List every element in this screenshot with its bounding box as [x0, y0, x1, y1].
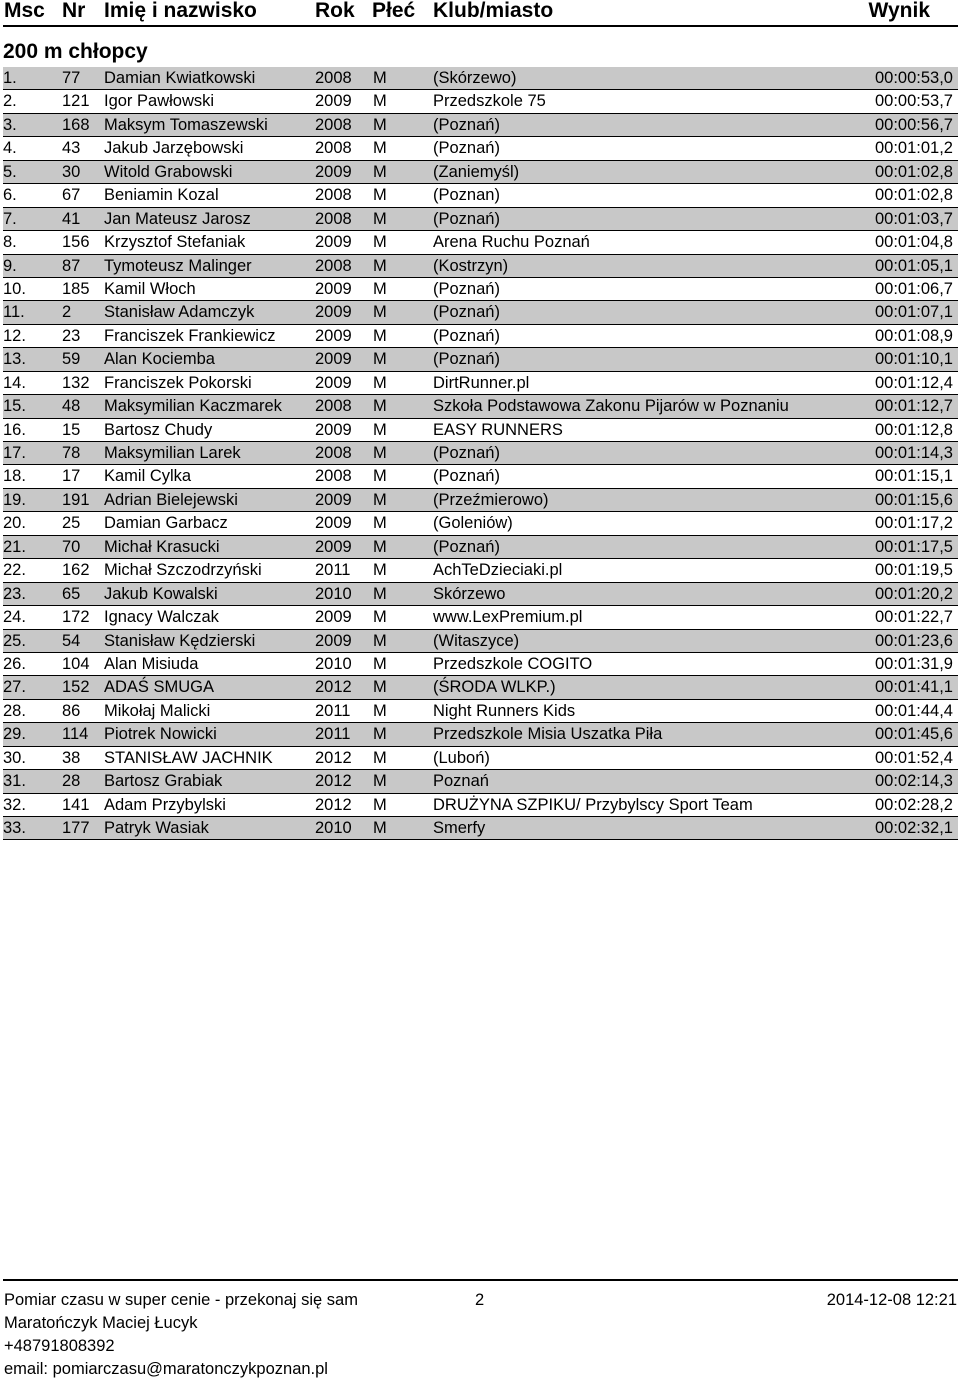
- footer-slogan: Pomiar czasu w super cenie - przekonaj się sam: [4, 1291, 358, 1309]
- section-title: 200 m chłopcy: [3, 40, 148, 63]
- cell-sex: M: [373, 186, 387, 205]
- table-row: [3, 442, 958, 465]
- cell-place: 26.: [3, 654, 26, 673]
- header-sex: Płeć: [372, 0, 416, 22]
- table-row: [3, 395, 958, 418]
- cell-place: 21.: [3, 537, 26, 556]
- cell-place: 17.: [3, 444, 26, 462]
- header-name: Imię i nazwisko: [104, 0, 257, 22]
- cell-bib: 86: [62, 701, 81, 720]
- cell-club: (Poznań): [433, 326, 500, 345]
- cell-place: 27.: [3, 678, 26, 697]
- page-number: 2: [475, 1291, 485, 1309]
- cell-name: Witold Grabowski: [104, 162, 233, 181]
- table-row: [3, 184, 958, 207]
- footer-phone: +48791808392: [4, 1337, 115, 1355]
- cell-name: Maksym Tomaszewski: [104, 115, 268, 134]
- cell-name: Jakub Kowalski: [104, 584, 218, 603]
- cell-sex: M: [373, 514, 387, 533]
- cell-place: 7.: [3, 209, 17, 228]
- cell-name: Michał Krasucki: [104, 537, 220, 556]
- cell-bib: 41: [62, 209, 81, 228]
- table-row: [3, 559, 958, 582]
- cell-year: 2009: [315, 92, 352, 111]
- cell-place: 3.: [3, 115, 17, 134]
- cell-name: STANISŁAW JACHNIK: [104, 748, 273, 767]
- cell-club: DirtRunner.pl: [433, 373, 530, 392]
- cell-name: Maksymilian Larek: [104, 444, 241, 462]
- cell-club: (Poznan): [433, 186, 500, 205]
- cell-club: www.LexPremium.pl: [433, 608, 583, 627]
- cell-place: 6.: [3, 186, 17, 205]
- cell-sex: M: [373, 233, 387, 252]
- cell-club: (Kostrzyn): [433, 256, 509, 275]
- header-year: Rok: [315, 0, 355, 22]
- cell-time: 00:01:12,8: [875, 420, 953, 439]
- cell-year: 2012: [315, 748, 352, 767]
- cell-bib: 191: [62, 490, 90, 509]
- table-row: [3, 161, 958, 184]
- table-row: [3, 278, 958, 301]
- cell-name: Stanisław Adamczyk: [104, 303, 255, 322]
- cell-place: 1.: [3, 69, 17, 87]
- table-header: [0, 0, 960, 24]
- cell-time: 00:01:44,4: [875, 701, 953, 720]
- footer-email: email: pomiarczasu@maratonczykpoznan.pl: [4, 1360, 328, 1378]
- table-row: [3, 606, 958, 629]
- cell-place: 18.: [3, 467, 26, 486]
- cell-sex: M: [373, 162, 387, 181]
- cell-sex: M: [373, 490, 387, 509]
- cell-name: Bartosz Grabiak: [104, 772, 223, 791]
- cell-bib: 67: [62, 186, 81, 205]
- table-row: [3, 676, 958, 699]
- cell-time: 00:01:22,7: [875, 608, 953, 627]
- cell-sex: M: [373, 279, 387, 298]
- cell-name: Krzysztof Stefaniak: [104, 233, 246, 252]
- table-row: [3, 208, 958, 231]
- cell-place: 33.: [3, 819, 26, 837]
- cell-club: (Poznań): [433, 209, 500, 228]
- cell-time: 00:01:01,2: [875, 139, 953, 158]
- cell-place: 23.: [3, 584, 26, 603]
- cell-year: 2008: [315, 69, 352, 87]
- cell-club: (Poznań): [433, 467, 500, 486]
- cell-time: 00:00:56,7: [875, 115, 953, 134]
- cell-bib: 17: [62, 467, 81, 486]
- cell-place: 28.: [3, 701, 26, 720]
- cell-place: 22.: [3, 561, 26, 580]
- cell-name: Alan Misiuda: [104, 654, 199, 673]
- table-row: [3, 700, 958, 723]
- cell-time: 00:01:45,6: [875, 725, 953, 744]
- cell-name: Adam Przybylski: [104, 795, 226, 814]
- cell-place: 16.: [3, 420, 26, 439]
- cell-bib: 132: [62, 373, 90, 392]
- cell-club: (Goleniów): [433, 514, 513, 533]
- cell-time: 00:01:12,4: [875, 373, 953, 392]
- cell-time: 00:01:07,1: [875, 303, 953, 322]
- cell-name: Tymoteusz Malinger: [104, 256, 252, 275]
- cell-name: Michał Szczodrzyński: [104, 561, 262, 580]
- cell-club: Przedszkole COGITO: [433, 654, 593, 673]
- cell-club: (Zaniemyśl): [433, 162, 520, 181]
- cell-time: 00:01:08,9: [875, 326, 953, 345]
- cell-year: 2008: [315, 444, 352, 462]
- print-datetime: 2014-12-08 12:21: [826, 1291, 957, 1309]
- cell-place: 8.: [3, 233, 17, 252]
- table-row: [3, 747, 958, 770]
- cell-year: 2008: [315, 186, 352, 205]
- results-table: [3, 67, 958, 840]
- cell-place: 15.: [3, 397, 26, 416]
- cell-club: Przedszkole 75: [433, 92, 546, 111]
- cell-year: 2010: [315, 654, 352, 673]
- cell-sex: M: [373, 444, 387, 462]
- cell-bib: 156: [62, 233, 90, 252]
- cell-time: 00:01:10,1: [875, 350, 953, 369]
- table-row: [3, 583, 958, 606]
- cell-bib: 87: [62, 256, 81, 275]
- cell-sex: M: [373, 115, 387, 134]
- cell-club: Przedszkole Misia Uszatka Piła: [433, 725, 663, 744]
- cell-time: 00:00:53,7: [875, 92, 953, 111]
- table-row: [3, 90, 958, 113]
- cell-place: 12.: [3, 326, 26, 345]
- cell-year: 2008: [315, 256, 352, 275]
- cell-club: (ŚRODA WLKP.): [433, 678, 556, 697]
- cell-year: 2011: [315, 561, 351, 580]
- cell-bib: 15: [62, 420, 81, 439]
- cell-club: (Poznań): [433, 350, 500, 369]
- cell-time: 00:02:14,3: [875, 772, 953, 791]
- header-nr: Nr: [62, 0, 86, 22]
- cell-sex: M: [373, 654, 387, 673]
- cell-place: 20.: [3, 514, 26, 533]
- cell-name: Piotrek Nowicki: [104, 725, 217, 744]
- table-row: [3, 630, 958, 653]
- cell-year: 2009: [315, 279, 352, 298]
- cell-sex: M: [373, 303, 387, 322]
- cell-time: 00:01:02,8: [875, 186, 953, 205]
- cell-year: 2008: [315, 115, 352, 134]
- cell-club: Skórzewo: [433, 584, 506, 603]
- cell-sex: M: [373, 397, 387, 416]
- cell-name: Mikołaj Malicki: [104, 701, 211, 720]
- cell-place: 31.: [3, 772, 26, 791]
- cell-sex: M: [373, 209, 387, 228]
- cell-place: 25.: [3, 631, 26, 650]
- cell-name: Igor Pawłowski: [104, 92, 215, 111]
- cell-year: 2011: [315, 725, 351, 744]
- cell-club: Poznań: [433, 772, 489, 791]
- cell-club: (Skórzewo): [433, 69, 517, 87]
- cell-place: 24.: [3, 608, 26, 627]
- header-divider: [3, 25, 958, 27]
- cell-sex: M: [373, 748, 387, 767]
- cell-time: 00:01:15,1: [875, 467, 953, 486]
- cell-bib: 2: [62, 303, 72, 322]
- cell-time: 00:01:14,3: [875, 444, 953, 462]
- cell-bib: 162: [62, 561, 90, 580]
- cell-name: Kamil Włoch: [104, 279, 196, 298]
- cell-place: 19.: [3, 490, 26, 509]
- cell-year: 2009: [315, 233, 352, 252]
- table-row: [3, 419, 958, 442]
- cell-sex: M: [373, 725, 387, 744]
- cell-time: 00:02:32,1: [875, 819, 953, 837]
- cell-year: 2009: [315, 303, 352, 322]
- cell-club: Night Runners Kids: [433, 701, 576, 720]
- cell-name: Bartosz Chudy: [104, 420, 213, 439]
- cell-time: 00:01:06,7: [875, 279, 953, 298]
- cell-name: Ignacy Walczak: [104, 608, 219, 627]
- cell-year: 2009: [315, 490, 352, 509]
- cell-year: 2009: [315, 373, 352, 392]
- cell-club: EASY RUNNERS: [433, 420, 563, 439]
- cell-sex: M: [373, 537, 387, 556]
- cell-time: 00:01:17,2: [875, 514, 953, 533]
- cell-club: Szkoła Podstawowa Zakonu Pijarów w Poznaniu: [433, 397, 789, 416]
- cell-place: 32.: [3, 795, 26, 814]
- cell-year: 2009: [315, 608, 352, 627]
- cell-sex: M: [373, 608, 387, 627]
- cell-time: 00:01:23,6: [875, 631, 953, 650]
- cell-bib: 70: [62, 537, 81, 556]
- cell-sex: M: [373, 326, 387, 345]
- cell-time: 00:01:12,7: [875, 397, 953, 416]
- cell-year: 2010: [315, 584, 352, 603]
- cell-place: 29.: [3, 725, 26, 744]
- table-row: [3, 465, 958, 488]
- cell-bib: 141: [62, 795, 90, 814]
- cell-year: 2011: [315, 701, 351, 720]
- table-row: [3, 372, 958, 395]
- table-row: [3, 114, 958, 137]
- cell-club: AchTeDzieciaki.pl: [433, 561, 563, 580]
- cell-year: 2009: [315, 537, 352, 556]
- cell-year: 2009: [315, 631, 352, 650]
- table-row: [3, 231, 958, 254]
- cell-year: 2009: [315, 350, 352, 369]
- cell-year: 2009: [315, 514, 352, 533]
- cell-sex: M: [373, 631, 387, 650]
- cell-bib: 177: [62, 819, 90, 837]
- cell-bib: 172: [62, 608, 90, 627]
- cell-bib: 121: [62, 92, 90, 111]
- cell-sex: M: [373, 350, 387, 369]
- header-msc: Msc: [4, 0, 45, 22]
- cell-sex: M: [373, 69, 387, 87]
- cell-bib: 48: [62, 397, 81, 416]
- footer-divider: [3, 1279, 958, 1281]
- cell-year: 2008: [315, 467, 352, 486]
- cell-bib: 59: [62, 350, 81, 369]
- cell-sex: M: [373, 701, 387, 720]
- cell-bib: 23: [62, 326, 81, 345]
- cell-sex: M: [373, 795, 387, 814]
- table-row: [3, 723, 958, 746]
- cell-bib: 114: [62, 725, 89, 744]
- cell-time: 00:01:31,9: [875, 654, 953, 673]
- cell-sex: M: [373, 373, 387, 392]
- cell-club: (Poznań): [433, 115, 500, 134]
- header-result: Wynik: [868, 0, 930, 22]
- cell-sex: M: [373, 92, 387, 111]
- cell-bib: 65: [62, 584, 81, 603]
- cell-year: 2009: [315, 420, 352, 439]
- cell-name: ADAŚ SMUGA: [104, 678, 215, 697]
- cell-bib: 78: [62, 444, 81, 462]
- cell-name: Franciszek Frankiewicz: [104, 326, 276, 345]
- table-row: [3, 348, 958, 371]
- cell-club: (Poznań): [433, 139, 500, 158]
- cell-sex: M: [373, 772, 387, 791]
- cell-year: 2012: [315, 678, 352, 697]
- cell-year: 2008: [315, 397, 352, 416]
- cell-sex: M: [373, 420, 387, 439]
- table-row: [3, 301, 958, 324]
- cell-bib: 168: [62, 115, 90, 134]
- cell-sex: M: [373, 584, 387, 603]
- cell-club: (Poznań): [433, 303, 500, 322]
- cell-time: 00:01:04,8: [875, 233, 953, 252]
- cell-year: 2008: [315, 209, 352, 228]
- cell-bib: 30: [62, 162, 81, 181]
- table-row: [3, 489, 958, 512]
- cell-sex: M: [373, 256, 387, 275]
- cell-year: 2008: [315, 139, 352, 158]
- cell-name: Jakub Jarzębowski: [104, 139, 244, 158]
- cell-sex: M: [373, 139, 387, 158]
- cell-bib: 28: [62, 772, 81, 791]
- cell-place: 9.: [3, 256, 17, 275]
- cell-year: 2012: [315, 795, 352, 814]
- cell-club: (Poznań): [433, 279, 500, 298]
- cell-name: Maksymilian Kaczmarek: [104, 397, 282, 416]
- cell-time: 00:01:05,1: [875, 256, 953, 275]
- cell-place: 5.: [3, 162, 17, 181]
- cell-bib: 54: [62, 631, 81, 650]
- cell-name: Stanisław Kędzierski: [104, 631, 256, 650]
- header-club: Klub/miasto: [433, 0, 554, 22]
- cell-bib: 43: [62, 139, 81, 158]
- cell-name: Jan Mateusz Jarosz: [104, 209, 251, 228]
- cell-time: 00:01:15,6: [875, 490, 953, 509]
- cell-year: 2009: [315, 162, 352, 181]
- cell-year: 2009: [315, 326, 352, 345]
- cell-sex: M: [373, 561, 387, 580]
- cell-time: 00:01:02,8: [875, 162, 953, 181]
- cell-club: (Poznań): [433, 537, 500, 556]
- cell-place: 10.: [3, 279, 26, 298]
- cell-club: DRUŻYNA SZPIKU/ Przybylscy Sport Team: [433, 795, 753, 814]
- table-row: [3, 794, 958, 817]
- cell-bib: 25: [62, 514, 81, 533]
- cell-place: 4.: [3, 139, 17, 158]
- cell-place: 11.: [3, 303, 25, 322]
- cell-place: 14.: [3, 373, 26, 392]
- cell-year: 2012: [315, 772, 352, 791]
- table-row: [3, 770, 958, 793]
- cell-time: 00:01:17,5: [875, 537, 953, 556]
- cell-time: 00:02:28,2: [875, 795, 953, 814]
- cell-name: Beniamin Kozal: [104, 186, 219, 205]
- cell-name: Damian Kwiatkowski: [104, 69, 256, 87]
- cell-sex: M: [373, 819, 387, 837]
- cell-club: (Poznań): [433, 444, 500, 462]
- table-row: [3, 255, 958, 278]
- cell-place: 30.: [3, 748, 26, 767]
- table-row: [3, 325, 958, 348]
- cell-club: (Przeźmierowo): [433, 490, 549, 509]
- cell-bib: 104: [62, 654, 90, 673]
- cell-name: Franciszek Pokorski: [104, 373, 252, 392]
- table-row: [3, 512, 958, 535]
- cell-year: 2010: [315, 819, 352, 837]
- cell-club: (Luboń): [433, 748, 490, 767]
- cell-time: 00:00:53,0: [875, 69, 953, 87]
- cell-bib: 38: [62, 748, 81, 767]
- cell-sex: M: [373, 467, 387, 486]
- cell-bib: 77: [62, 69, 81, 87]
- cell-name: Patryk Wasiak: [104, 819, 209, 837]
- cell-club: (Witaszyce): [433, 631, 520, 650]
- table-row: [3, 137, 958, 160]
- cell-name: Damian Garbacz: [104, 514, 228, 533]
- table-row: [3, 67, 958, 90]
- cell-time: 00:01:52,4: [875, 748, 953, 767]
- cell-club: Smerfy: [433, 819, 486, 837]
- cell-bib: 185: [62, 279, 90, 298]
- cell-place: 2.: [3, 92, 17, 111]
- cell-place: 13.: [3, 350, 26, 369]
- footer-company: Maratończyk Maciej Łucyk: [4, 1314, 198, 1332]
- cell-club: Arena Ruchu Poznań: [433, 233, 590, 252]
- cell-name: Kamil Cylka: [104, 467, 192, 486]
- table-row: [3, 536, 958, 559]
- cell-name: Adrian Bielejewski: [104, 490, 238, 509]
- table-row: [3, 653, 958, 676]
- cell-name: Alan Kociemba: [104, 350, 215, 369]
- cell-time: 00:01:20,2: [875, 584, 953, 603]
- cell-time: 00:01:03,7: [875, 209, 953, 228]
- cell-time: 00:01:41,1: [875, 678, 953, 697]
- cell-time: 00:01:19,5: [875, 561, 953, 580]
- cell-bib: 152: [62, 678, 90, 697]
- cell-sex: M: [373, 678, 387, 697]
- table-row: [3, 817, 958, 840]
